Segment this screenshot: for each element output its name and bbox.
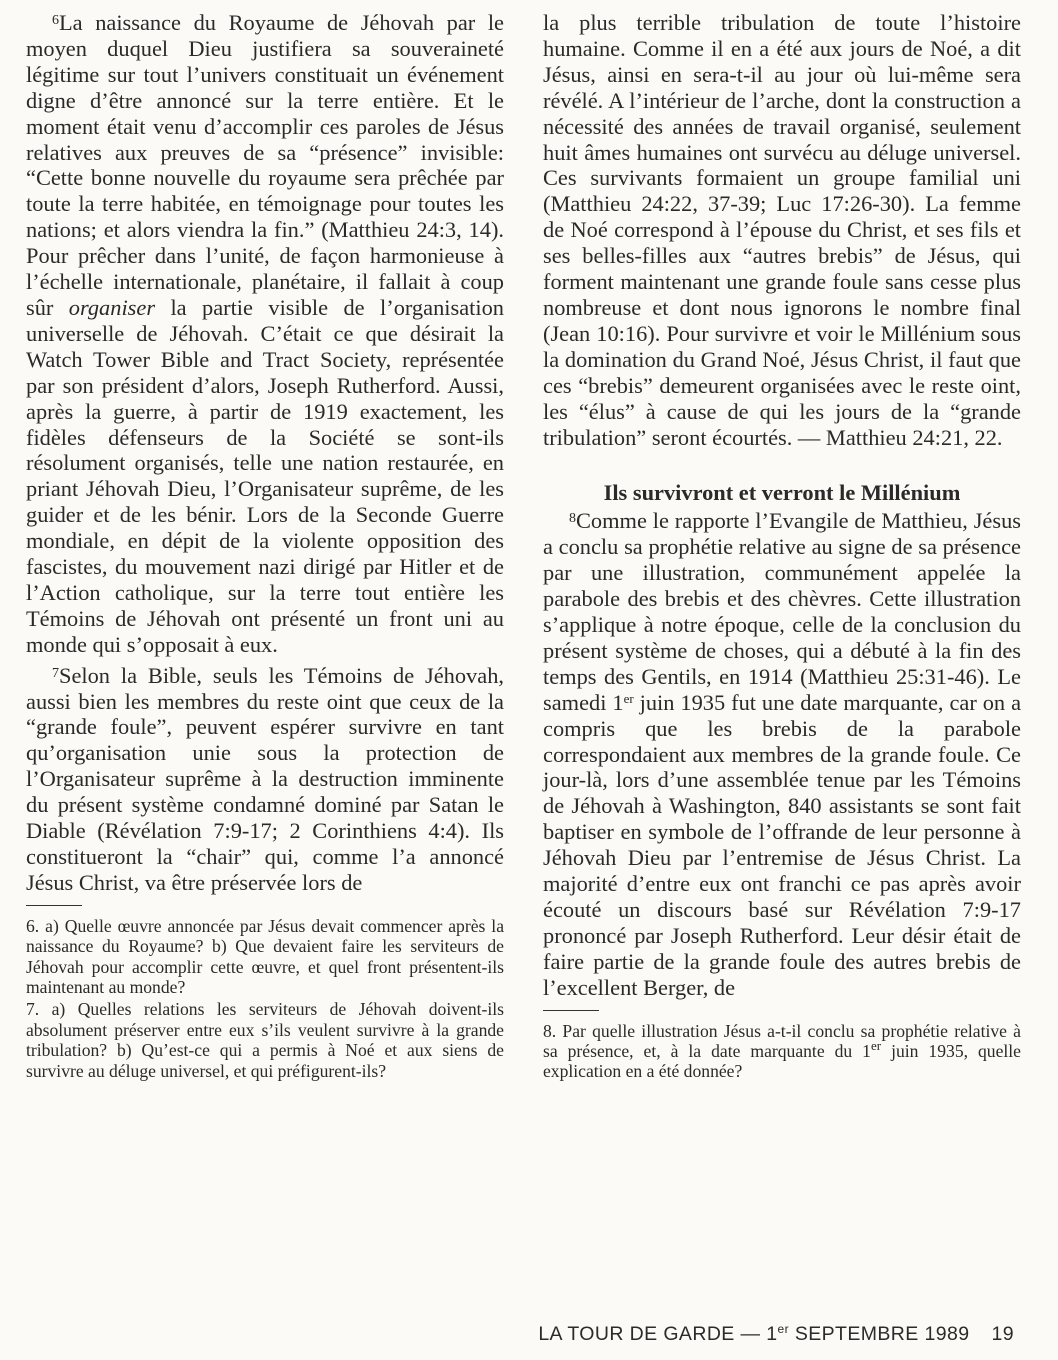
study-question-6: 6. a) Quelle œuvre annoncée par Jésus devait commencer après la naissance du Royaume? b) Que devaient faire les serviteurs de Jéhovah pour accomplir cette œuvre, et quel front présentent-ils maintenant au monde? bbox=[26, 915, 504, 998]
study-question-8 bbox=[543, 1021, 1021, 1082]
paragraph-text: Comme le rapporte l’Evangile de Matthieu, Jésus a conclu sa prophétie relative au signe de sa présence par une illustration, communément appelée la parabole des brebis et des chèvres. Cette illustration s’applique à notre époque, celle de la conclusion du présent système de choses, qui a débuté à la fin des temps des Gentils, en 1914 (Matthieu 25:31-46). Le samedi 1 bbox=[543, 508, 1021, 715]
footnote-divider bbox=[543, 1010, 599, 1011]
paragraph-text: juin 1935 fut une date marquante, car on a compris que les brebis de la parabole correspondaient aux membres de la grande foule. Ce jour-là, lors d’une assemblée tenue par les Témoins de Jéhovah à Washington, 840 assistants se sont fait baptiser en symbole de l’offrande de leur personne à Jéhovah Dieu par l’entremise de Jésus Christ. La majorité d’entre eux ont franchi ce pas après avoir écouté un discours basé sur Révélation 7:9-17 prononcé par Joseph Rutherford. Leur désir était de faire partie de la grande foule des autres brebis de l’excellent Berger, de bbox=[543, 689, 1022, 1000]
paragraph-number: 7 bbox=[52, 665, 59, 681]
question-text: juin 1935, quelle explication en a été donnée? bbox=[543, 1041, 1021, 1082]
paragraph-7-continued: la plus terrible tribulation de toute l’histoire humaine. Comme il en a été aux jours de Noé, a dit Jésus, ainsi en sera-t-il au jour où lui-même sera révélé. A l’intérieur de l’arche, dont la construction a nécessité des années de travail organisé, seulement huit âmes humaines ont survécu au déluge universel. Ces survivants formaient un groupe familial uni (Matthieu 24:22, 37-39; Luc 17:26-30). La femme de Noé correspond à l’épouse du Christ, et ses fils et ses belles-filles aux “autres brebis” de Jésus, qui forment maintenant une grande foule sans cesse plus nombreuse et dont nous ignorons le nombre final (Jean 10:16). Pour survivre et voir le Millénium sous la domination du Grand Noé, Jésus Christ, il faut que ces “brebis” demeurent organisées avec le reste oint, les “élus” à cause de qui les jours de la “grande tribulation” seront écourtés. — Matthieu 24:21, 22. bbox=[543, 10, 1021, 450]
paragraph-7 bbox=[26, 663, 504, 896]
page-number: 19 bbox=[991, 1323, 1014, 1345]
right-column bbox=[543, 10, 1021, 1084]
left-column bbox=[26, 10, 504, 1083]
paragraph-6 bbox=[26, 10, 504, 658]
superscript: er bbox=[623, 690, 634, 706]
emphasis-text: organiser bbox=[68, 294, 156, 320]
paragraph-number: 6 bbox=[52, 13, 59, 28]
study-questions-right bbox=[543, 1021, 1021, 1082]
section-heading: Ils survivront et verront le Millénium bbox=[603, 480, 961, 506]
publication-title: LA TOUR DE GARDE — 1 bbox=[538, 1323, 778, 1345]
study-questions-left bbox=[26, 916, 504, 1081]
paragraph-8 bbox=[543, 508, 1021, 1000]
footnote-divider bbox=[26, 905, 82, 906]
paragraph-number: 8 bbox=[569, 511, 576, 527]
paragraph-text: la partie visible de l’organisation universelle de Jéhovah. C’était ce que désirait la Watch Tower Bible and Tract Society, représentée par son président d’alors, Joseph Rutherford. Aussi, après la guerre, à partir de 1919 exactement, les fidèles défenseurs de la Société se sont-ils résolument organisés, telle une nation restaurée, en priant Jéhovah Dieu, l’Organisateur suprême, de les guider et de les bénir. Lors de la Seconde Guerre mondiale, en dépit de la violente opposition des fascistes, du mouvement nazi dirigé par Hitler et de l’Action catholique, sur la terre tout entière les Témoins de Jéhovah ont présenté un front uni au monde qui s’opposait à eux. bbox=[26, 294, 504, 657]
study-question-7: 7. a) Quelles relations les serviteurs de Jéhovah doivent-ils absolument préserver entre eux s’ils veulent survivre à la grande tribulation? b) Qu’est-ce qui a permis à Noé et aux siens de survivre au déluge universel, et qui préfigurent-ils? bbox=[26, 999, 504, 1081]
paragraph-text: Selon la Bible, seuls les Témoins de Jéhovah, aussi bien les membres du reste oint que ceux de la “grande foule”, peuvent espérer survivre en tant qu’organisation unie sous la protection de l’Organisateur suprême à la destruction imminente du présent système condamné dominé par Satan le Diable (Révélation 7:9-17; 2 Corinthiens 4:4). Ils constitueront la “chair” qui, comme l’a annoncé Jésus Christ, va être préservée lors de bbox=[26, 662, 504, 895]
page-footer bbox=[538, 1323, 1014, 1346]
paragraph-text: La naissance du Royaume de Jéhovah par le moyen duquel Dieu justifiera sa souveraineté légitime sur tout l’univers constituait un événement digne d’être annoncé sur la terre entière. Et le moment était venu d’accomplir ces paroles de Jésus relatives aux preuves de sa “présence” invisible: “Cette bonne nouvelle du royaume sera prêchée par toute la terre habitée, en témoignage pour toutes les nations; et alors viendra la fin.” (Matthieu 24:3, 14). Pour prêcher dans l’unité, de façon harmonieuse à l’échelle internationale, planétaire, il fallait à coup sûr bbox=[26, 10, 504, 320]
publication-date: SEPTEMBRE 1989 bbox=[794, 1323, 970, 1345]
question-text: 8. Par quelle illustration Jésus a-t-il conclu sa prophétie relative à sa présence, et, à la date marquante du 1 bbox=[543, 1020, 1021, 1062]
superscript: er bbox=[777, 1322, 789, 1336]
superscript: er bbox=[870, 1038, 882, 1054]
